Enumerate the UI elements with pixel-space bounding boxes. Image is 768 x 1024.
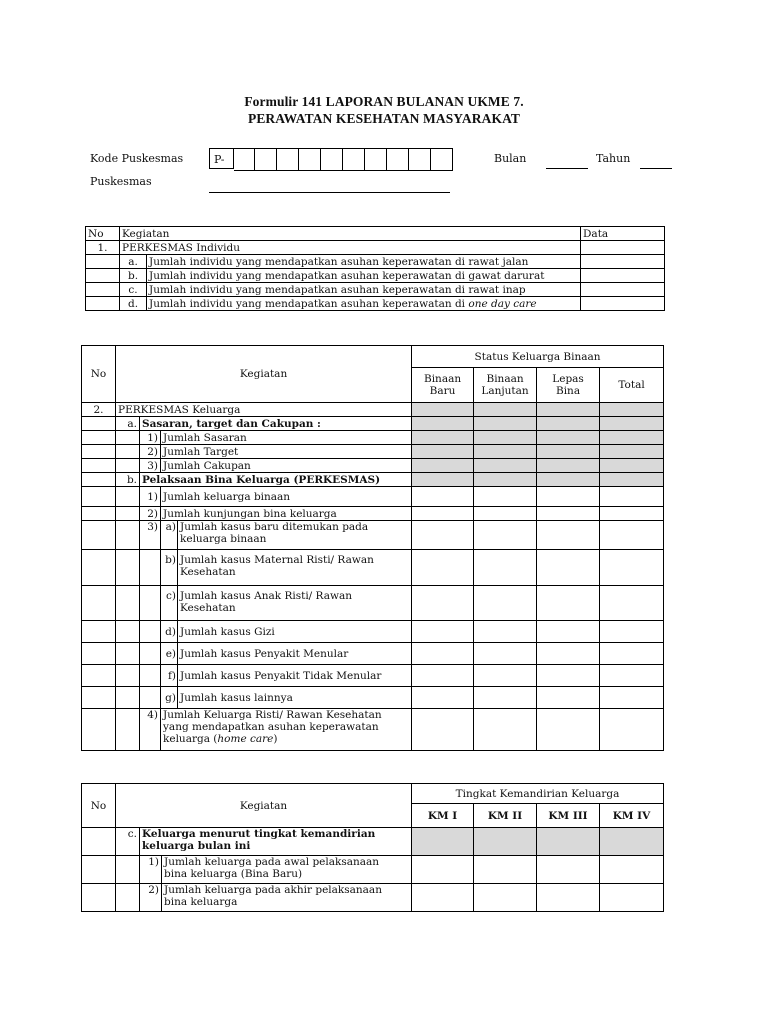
section-letter: a.	[116, 417, 140, 431]
tahun-field[interactable]	[640, 168, 672, 169]
sub-letter: a)	[161, 521, 178, 550]
code-cell[interactable]	[409, 148, 431, 171]
data-cell[interactable]	[600, 507, 664, 521]
sub-letter: e)	[161, 643, 178, 665]
shaded-cell	[600, 445, 664, 459]
data-cell[interactable]	[537, 643, 600, 665]
item-text: Jumlah individu yang mendapatkan asuhan keperawatan di rawat jalan	[147, 255, 581, 269]
shaded-cell	[474, 459, 537, 473]
empty-cell	[116, 586, 140, 621]
label-line: Keluarga menurut tingkat kemandirian	[142, 828, 376, 840]
shaded-cell	[474, 828, 537, 856]
tahun-label: Tahun	[596, 152, 631, 165]
shaded-cell	[474, 473, 537, 487]
code-cell[interactable]	[255, 148, 277, 171]
text-line	[163, 733, 409, 745]
data-cell[interactable]	[474, 550, 537, 586]
section-letter: c.	[116, 828, 140, 856]
section-label	[140, 828, 412, 856]
empty-cell	[82, 586, 116, 621]
sub-letter: d)	[161, 621, 178, 643]
data-cell[interactable]	[474, 709, 537, 751]
header-line: Lepas	[552, 373, 584, 385]
sub-line: Kesehatan	[180, 602, 236, 614]
item-letter: b.	[120, 269, 147, 283]
shaded-cell	[600, 459, 664, 473]
sub-text: Jumlah kasus Gizi	[178, 621, 412, 643]
col-header-no: No	[86, 227, 120, 241]
shaded-cell	[474, 403, 537, 417]
empty-cell	[86, 255, 120, 269]
item-num: 1)	[140, 487, 161, 507]
data-cell[interactable]	[412, 521, 474, 550]
sub-letter: b)	[161, 550, 178, 586]
text-line: Jumlah Keluarga Risti/ Rawan Kesehatan	[163, 709, 382, 721]
col-header-km3: KM III	[537, 804, 600, 828]
item-text: Jumlah Target	[161, 445, 412, 459]
data-cell[interactable]	[537, 521, 600, 550]
shaded-cell	[600, 417, 664, 431]
col-header-data: Data	[581, 227, 665, 241]
empty-cell	[116, 709, 140, 751]
form-title-line2: PERAWATAN KESEHATAN MASYARAKAT	[247, 111, 521, 126]
item-text	[162, 884, 412, 912]
empty-cell	[116, 665, 140, 687]
sub-text: Jumlah kasus Penyakit Menular	[178, 643, 412, 665]
empty-cell	[82, 687, 116, 709]
item-num: 2)	[140, 884, 162, 912]
sub-line: Jumlah kasus Anak Risti/ Rawan	[180, 590, 352, 602]
sub-line: Jumlah kasus Maternal Risti/ Rawan	[180, 554, 374, 566]
kode-puskesmas-label: Kode Puskesmas	[90, 152, 184, 165]
empty-cell	[82, 459, 116, 473]
shaded-cell	[412, 473, 474, 487]
data-cell[interactable]	[600, 487, 664, 507]
empty-cell	[116, 856, 140, 884]
col-header-binaan-baru	[412, 368, 474, 403]
data-cell[interactable]	[537, 621, 600, 643]
col-header-kegiatan: Kegiatan	[116, 346, 412, 403]
sub-line: keluarga binaan	[180, 533, 267, 545]
sub-letter: g)	[161, 687, 178, 709]
empty-cell	[116, 445, 140, 459]
empty-cell	[86, 297, 120, 311]
shaded-cell	[412, 417, 474, 431]
shaded-cell	[537, 459, 600, 473]
data-cell[interactable]	[412, 507, 474, 521]
empty-cell	[116, 521, 140, 550]
shaded-cell	[600, 403, 664, 417]
data-cell[interactable]	[600, 687, 664, 709]
data-cell[interactable]	[600, 884, 664, 912]
data-cell[interactable]	[600, 586, 664, 621]
shaded-cell	[537, 473, 600, 487]
col-header-km4: KM IV	[600, 804, 664, 828]
data-cell[interactable]	[537, 884, 600, 912]
item-text	[161, 709, 412, 751]
text-part: )	[273, 733, 278, 745]
code-cell[interactable]	[299, 148, 321, 171]
item-num: 4)	[140, 709, 161, 751]
empty-cell	[82, 643, 116, 665]
shaded-cell	[537, 417, 600, 431]
item-num: 3)	[140, 521, 161, 550]
data-cell[interactable]	[412, 856, 474, 884]
empty-cell	[140, 621, 161, 643]
empty-cell	[116, 621, 140, 643]
text-line: bina keluarga (Bina Baru)	[164, 868, 303, 880]
shaded-cell	[412, 445, 474, 459]
empty-cell	[116, 431, 140, 445]
data-cell[interactable]	[537, 550, 600, 586]
item-text-main: Jumlah individu yang mendapatkan asuhan keperawatan di	[149, 297, 469, 310]
data-cell[interactable]	[600, 521, 664, 550]
data-cell[interactable]	[474, 687, 537, 709]
text-part: keluarga (	[163, 733, 218, 745]
col-header-no: No	[82, 784, 116, 828]
shaded-cell	[474, 445, 537, 459]
data-cell[interactable]	[474, 487, 537, 507]
shaded-cell	[537, 431, 600, 445]
empty-cell	[82, 856, 116, 884]
col-header-kegiatan: Kegiatan	[116, 784, 412, 828]
kode-prefix: P-	[209, 148, 234, 169]
code-cell[interactable]	[321, 148, 343, 171]
shaded-cell	[412, 431, 474, 445]
row-no: 1.	[86, 241, 120, 255]
data-cell[interactable]	[412, 884, 474, 912]
data-cell[interactable]	[537, 687, 600, 709]
data-cell[interactable]	[600, 621, 664, 643]
item-text: Jumlah Sasaran	[161, 431, 412, 445]
sub-text	[178, 586, 412, 621]
item-num: 2)	[140, 445, 161, 459]
data-cell[interactable]	[412, 550, 474, 586]
text-line: bina keluarga	[164, 896, 238, 908]
shaded-cell	[412, 403, 474, 417]
empty-cell	[82, 665, 116, 687]
item-text-italic: one day care	[468, 297, 537, 310]
data-cell[interactable]	[412, 665, 474, 687]
section-label: Pelaksaan Bina Keluarga (PERKESMAS)	[140, 473, 412, 487]
empty-cell	[116, 687, 140, 709]
data-cell[interactable]	[600, 643, 664, 665]
empty-cell	[82, 621, 116, 643]
empty-cell	[82, 487, 116, 507]
text-line: Jumlah keluarga pada awal pelaksanaan	[164, 856, 380, 868]
empty-cell	[140, 665, 161, 687]
header-line: Binaan	[486, 373, 524, 385]
col-header-status: Status Keluarga Binaan	[412, 346, 664, 368]
empty-cell	[82, 507, 116, 521]
section-label: Sasaran, target dan Cakupan :	[140, 417, 412, 431]
data-cell[interactable]	[474, 521, 537, 550]
data-cell[interactable]	[600, 856, 664, 884]
item-text: Jumlah individu yang mendapatkan asuhan keperawatan di rawat inap	[147, 283, 581, 297]
empty-cell	[82, 828, 116, 856]
data-cell[interactable]	[537, 487, 600, 507]
empty-cell	[82, 884, 116, 912]
empty-cell	[140, 687, 161, 709]
empty-cell	[86, 269, 120, 283]
code-cell[interactable]	[234, 148, 255, 171]
data-cell[interactable]	[474, 507, 537, 521]
label-line: keluarga bulan ini	[142, 840, 251, 852]
data-cell[interactable]	[581, 269, 665, 283]
shaded-cell	[474, 417, 537, 431]
text-line: Jumlah keluarga pada akhir pelaksanaan	[164, 884, 382, 896]
col-header-no: No	[82, 346, 116, 403]
empty-cell	[86, 283, 120, 297]
item-text: Jumlah keluarga binaan	[161, 487, 412, 507]
data-cell[interactable]	[474, 643, 537, 665]
code-cell[interactable]	[277, 148, 299, 171]
shaded-cell	[600, 431, 664, 445]
sub-text	[178, 521, 412, 550]
sub-letter: f)	[161, 665, 178, 687]
sub-line: Kesehatan	[180, 566, 236, 578]
data-cell[interactable]	[474, 621, 537, 643]
col-header-tingkat: Tingkat Kemandirian Keluarga	[412, 784, 664, 804]
kode-puskesmas-field[interactable]	[209, 148, 453, 171]
col-header-km2: KM II	[474, 804, 537, 828]
sub-letter: c)	[161, 586, 178, 621]
data-cell[interactable]	[581, 255, 665, 269]
empty-cell	[140, 550, 161, 586]
shaded-cell	[600, 828, 664, 856]
empty-cell	[116, 643, 140, 665]
code-cell[interactable]	[343, 148, 365, 171]
data-cell[interactable]	[581, 297, 665, 311]
data-cell[interactable]	[537, 709, 600, 751]
form-title-line1: Formulir 141 LAPORAN BULANAN UKME 7.	[244, 94, 524, 109]
sub-text	[178, 550, 412, 586]
table-perkesmas-individu	[85, 226, 665, 311]
text-part-italic: home care	[217, 733, 274, 745]
shaded-cell	[474, 431, 537, 445]
data-cell[interactable]	[474, 856, 537, 884]
item-letter: c.	[120, 283, 147, 297]
item-num: 3)	[140, 459, 161, 473]
empty-cell	[116, 550, 140, 586]
data-cell[interactable]	[600, 550, 664, 586]
bulan-label: Bulan	[494, 152, 527, 165]
header-line: Lanjutan	[481, 385, 529, 397]
code-cell[interactable]	[365, 148, 387, 171]
empty-cell	[82, 709, 116, 751]
data-cell[interactable]	[537, 507, 600, 521]
empty-cell	[116, 884, 140, 912]
header-line: Baru	[429, 385, 456, 397]
empty-cell	[116, 507, 140, 521]
item-letter: a.	[120, 255, 147, 269]
empty-cell	[82, 473, 116, 487]
data-cell[interactable]	[412, 621, 474, 643]
data-cell[interactable]	[537, 586, 600, 621]
bulan-field[interactable]	[546, 168, 588, 169]
row-no: 2.	[82, 403, 116, 417]
empty-cell	[140, 643, 161, 665]
shaded-cell	[412, 459, 474, 473]
text-line: yang mendapatkan asuhan keperawatan	[163, 721, 379, 733]
sub-line: Jumlah kasus baru ditemukan pada	[180, 521, 369, 533]
data-cell[interactable]	[412, 687, 474, 709]
col-header-binaan-lanjutan	[474, 368, 537, 403]
item-text: Jumlah individu yang mendapatkan asuhan keperawatan di gawat darurat	[147, 269, 581, 283]
col-header-total: Total	[600, 368, 664, 403]
empty-cell	[116, 459, 140, 473]
item-text	[162, 856, 412, 884]
empty-cell	[82, 550, 116, 586]
data-cell[interactable]	[412, 487, 474, 507]
item-num: 1)	[140, 431, 161, 445]
shaded-cell	[600, 473, 664, 487]
shaded-cell	[537, 445, 600, 459]
empty-cell	[82, 417, 116, 431]
data-cell[interactable]	[600, 709, 664, 751]
data-cell[interactable]	[600, 665, 664, 687]
item-text: Jumlah Cakupan	[161, 459, 412, 473]
code-cell[interactable]	[387, 148, 409, 171]
table-perkesmas-keluarga	[81, 345, 664, 751]
data-cell[interactable]	[412, 586, 474, 621]
header-line: Bina	[555, 385, 581, 397]
data-cell[interactable]	[412, 643, 474, 665]
sub-text: Jumlah kasus Penyakit Tidak Menular	[178, 665, 412, 687]
col-header-kegiatan: Kegiatan	[120, 227, 581, 241]
item-letter: d.	[120, 297, 147, 311]
code-cell[interactable]	[431, 148, 453, 171]
data-cell[interactable]	[581, 283, 665, 297]
data-cell[interactable]	[474, 884, 537, 912]
data-cell[interactable]	[474, 586, 537, 621]
row-label: PERKESMAS Keluarga	[116, 403, 412, 417]
item-text	[147, 297, 581, 311]
item-num: 2)	[140, 507, 161, 521]
table-tingkat-kemandirian	[81, 783, 664, 912]
data-cell[interactable]	[581, 241, 665, 255]
sub-text: Jumlah kasus lainnya	[178, 687, 412, 709]
col-header-km1: KM I	[412, 804, 474, 828]
item-text: Jumlah kunjungan bina keluarga	[161, 507, 412, 521]
data-cell[interactable]	[412, 709, 474, 751]
header-line: Binaan	[423, 373, 462, 385]
empty-cell	[82, 431, 116, 445]
puskesmas-label: Puskesmas	[90, 175, 152, 188]
data-cell[interactable]	[474, 665, 537, 687]
data-cell[interactable]	[537, 856, 600, 884]
empty-cell	[82, 445, 116, 459]
row-label: PERKESMAS Individu	[120, 241, 581, 255]
empty-cell	[116, 487, 140, 507]
shaded-cell	[537, 403, 600, 417]
shaded-cell	[412, 828, 474, 856]
shaded-cell	[537, 828, 600, 856]
data-cell[interactable]	[537, 665, 600, 687]
puskesmas-field[interactable]	[209, 192, 450, 193]
empty-cell	[82, 521, 116, 550]
item-num: 1)	[140, 856, 162, 884]
section-letter: b.	[116, 473, 140, 487]
empty-cell	[140, 586, 161, 621]
col-header-lepas-bina	[537, 368, 600, 403]
